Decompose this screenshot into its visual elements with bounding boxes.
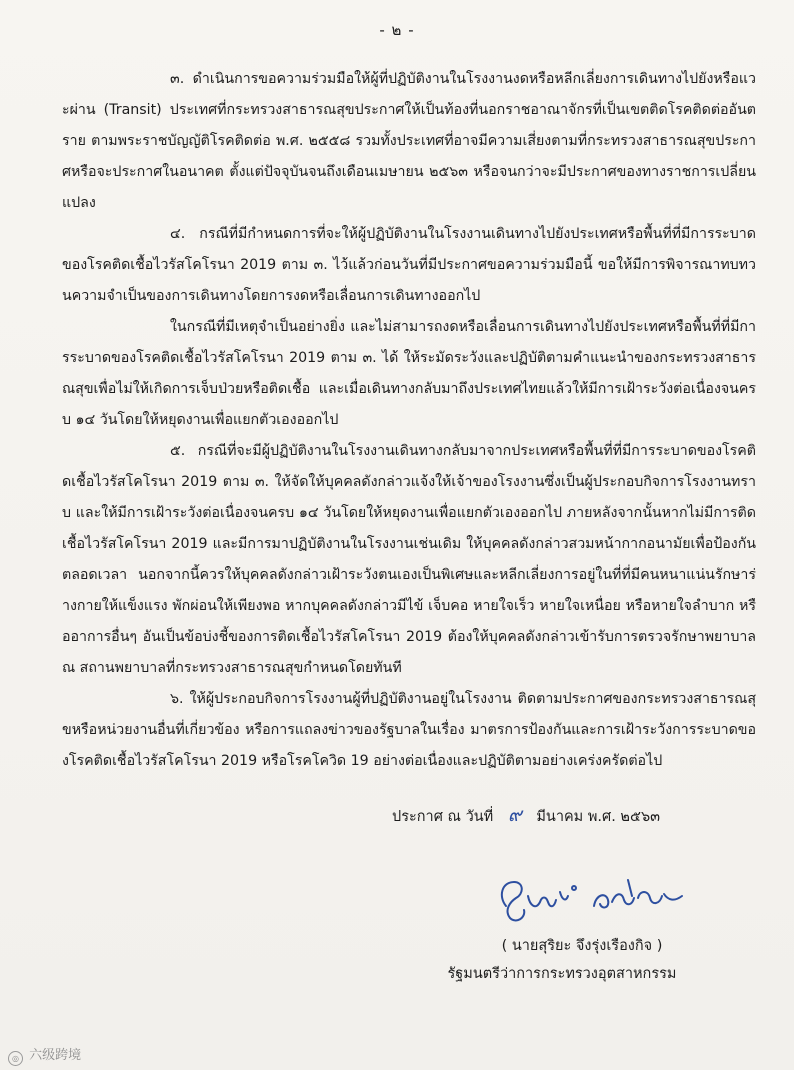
date-day-handwritten: ๙	[507, 804, 522, 826]
date-month-year: มีนาคม พ.ศ. ๒๕๖๓	[536, 809, 661, 825]
signatory-name: ( นายสุริยะ จึงรุ่งเรืองกิจ )	[501, 938, 663, 954]
document-body	[62, 64, 756, 777]
date-line	[392, 800, 752, 832]
watermark-text: 六级跨境	[29, 1048, 82, 1063]
page-number: - ๒ -	[379, 21, 415, 39]
paragraph-item-3: ๓. ดำเนินการขอความร่วมมือให้ผู้ที่ปฏิบัติงานในโรงงานงดหรือหลีกเลี่ยงการเดินทางไปยังหรือแวะผ่าน (Transit) ประเทศที่กระทรวงสาธารณสุขประกาศให้เป็นท้องที่นอกราชอาณาจักรที่เป็นเขตติดโรคติดต่ออันตราย ตามพระราชบัญญัติโรคติดต่อ พ.ศ. ๒๕๕๘ รวมทั้งประเทศที่อาจมีความเสี่ยงตามที่กระทรวงสาธารณสุขประกาศหรือจะประกาศในอนาคต ตั้งแต่ปัจจุบันจนถึงเดือนเมษายน ๒๕๖๓ หรือจนกว่าจะมีประกาศของทางราชการเปลี่ยนแปลง	[62, 71, 756, 211]
paragraph-item-5: ๕. กรณีที่จะมีผู้ปฏิบัติงานในโรงงานเดินทางกลับมาจากประเทศหรือพื้นที่ที่มีการระบาดของโรคติดเชื้อไวรัสโคโรนา 2019 ตาม ๓. ให้จัดให้บุคคลดังกล่าวแจ้งให้เจ้าของโรงงานซึ่งเป็นผู้ประกอบกิจการโรงงานทราบ และให้มีการเฝ้าระวังต่อเนื่องจนครบ ๑๔ วันโดยให้หยุดงานเพื่อแยกตัวเองออกไป ภายหลังจากนั้นหากไม่มีการติดเชื้อไวรัสโคโรนา 2019 และมีการมาปฏิบัติงานในโรงงานเช่นเดิม ให้บุคคลดังกล่าวสวมหน้ากากอนามัยเพื่อป้องกันตลอดเวลา นอกจากนี้ควรให้บุคคลดังกล่าวเฝ้าระวังตนเองเป็นพิเศษและหลีกเลี่ยงการอยู่ในที่ที่มีคนหนาแน่นรักษาร่างกายให้แข็งแรง พักผ่อนให้เพียงพอ หากบุคคลดังกล่าวมีไข้ เจ็บคอ หายใจเร็ว หายใจเหนื่อย หรือหายใจลำบาก หรืออาการอื่นๆ อันเป็นข้อบ่งชี้ของการติดเชื้อไวรัสโคโรนา 2019 ต้องให้บุคคลดังกล่าวเข้ารับการตรวจรักษาพยาบาล ณ สถานพยาบาลที่กระทรวงสาธารณสุขกำหนดโดยทันที	[62, 443, 756, 676]
watermark	[8, 1044, 81, 1066]
announcement-date	[392, 800, 752, 832]
date-prefix: ประกาศ ณ วันที่	[392, 809, 494, 825]
watermark-logo-icon: ◎	[8, 1051, 23, 1066]
paragraph-item-6: ๖. ให้ผู้ประกอบกิจการโรงงานผู้ที่ปฏิบัติงานอยู่ในโรงงาน ติดตามประกาศของกระทรวงสาธารณสุขหรือหน่วยงานอื่นที่เกี่ยวข้อง หรือการแถลงข่าวของรัฐบาลในเรื่อง มาตรการป้องกันและการเฝ้าระวังการระบาดของโรคติดเชื้อไวรัสโคโรนา 2019 หรือโรคโควิด 19 อย่างต่อเนื่องและปฏิบัติตามอย่างเคร่งครัดต่อไป	[62, 691, 756, 769]
paragraph-item-4: ๔. กรณีที่มีกำหนดการที่จะให้ผู้ปฏิบัติงานในโรงงานเดินทางไปยังประเทศหรือพื้นที่ที่มีการระบาดของโรคติดเชื้อไวรัสโคโรนา 2019 ตาม ๓. ไว้แล้วก่อนวันที่มีประกาศขอความร่วมมือนี้ ขอให้มีการพิจารณาทบทวนความจำเป็นของการเดินทางโดยการงดหรือเลื่อนการเดินทางออกไป	[62, 226, 756, 304]
signatory-title: รัฐมนตรีว่าการกระทรวงอุตสาหกรรม	[447, 966, 677, 982]
handwritten-signature	[492, 866, 692, 930]
paragraph-item-4-continued: ในกรณีที่มีเหตุจำเป็นอย่างยิ่ง และไม่สามารถงดหรือเลื่อนการเดินทางไปยังประเทศหรือพื้นที่ที่มีการระบาดของโรคติดเชื้อไวรัสโคโรนา 2019 ตาม ๓. ได้ ให้ระมัดระวังและปฏิบัติตามคำแนะนำของกระทรวงสาธารณสุขเพื่อไม่ให้เกิดการเจ็บป่วยหรือติดเชื้อ และเมื่อเดินทางกลับมาถึงประเทศไทยแล้วให้มีการเฝ้าระวังต่อเนื่องจนครบ ๑๔ วันโดยให้หยุดงานเพื่อแยกตัวเองออกไป	[62, 319, 756, 428]
